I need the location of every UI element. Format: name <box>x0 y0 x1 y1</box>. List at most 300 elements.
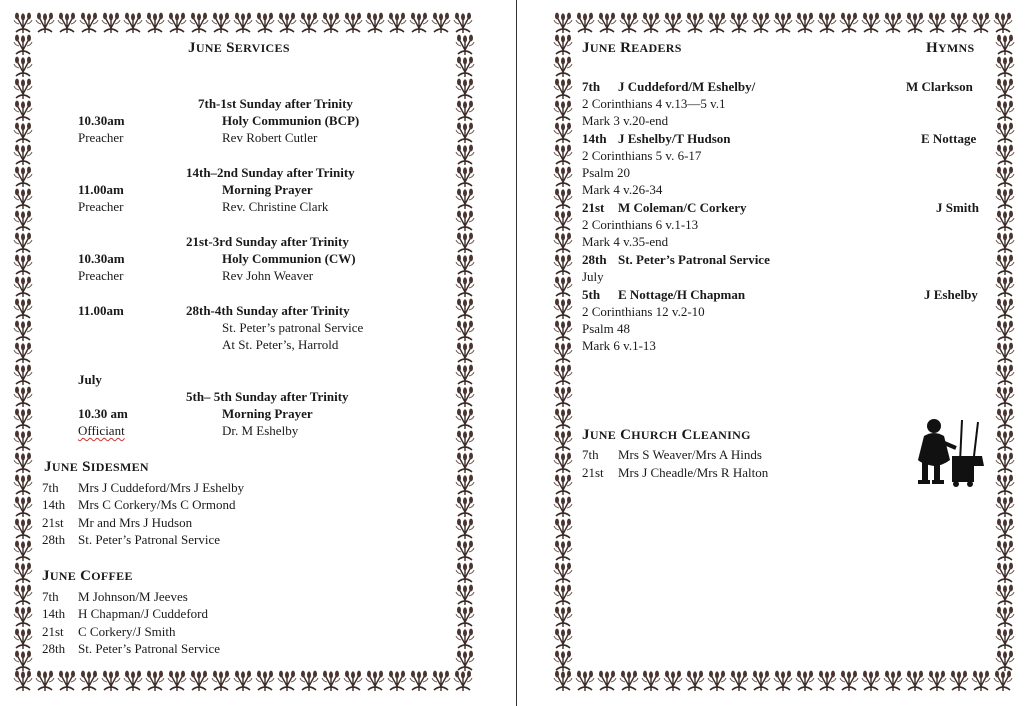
wheat-sheaf-icon <box>454 562 476 584</box>
wheat-sheaf-icon <box>34 670 56 692</box>
wheat-sheaf-icon <box>12 122 34 144</box>
wheat-sheaf-icon <box>342 670 364 692</box>
wheat-sheaf-icon <box>994 474 1016 496</box>
wheat-sheaf-icon <box>552 144 574 166</box>
wheat-sheaf-icon <box>552 474 574 496</box>
reading: 2 Corinthians 6 v.1-13 <box>582 217 699 232</box>
wheat-sheaf-icon <box>454 276 476 298</box>
service-person: Rev John Weaver <box>222 268 314 283</box>
row-names: H Chapman/J Cuddeford <box>78 606 208 621</box>
row-date: 14th <box>42 606 66 621</box>
wheat-sheaf-icon <box>12 408 34 430</box>
wheat-sheaf-icon <box>454 78 476 100</box>
wheat-sheaf-icon <box>454 606 476 628</box>
wheat-sheaf-icon <box>994 606 1016 628</box>
readers-heading: JUNE READERS <box>582 40 682 56</box>
wheat-sheaf-icon <box>994 430 1016 452</box>
wheat-sheaf-icon <box>552 606 574 628</box>
service-note: At St. Peter’s, Harrold <box>222 337 339 352</box>
row-date: 21st <box>42 624 64 639</box>
wheat-sheaf-icon <box>552 12 574 34</box>
wheat-sheaf-icon <box>12 320 34 342</box>
wheat-sheaf-icon <box>994 584 1016 606</box>
wheat-sheaf-icon <box>454 650 476 672</box>
row-names: Mrs J Cuddeford/Mrs J Eshelby <box>78 480 245 495</box>
wheat-sheaf-icon <box>772 670 794 692</box>
july-label: July <box>78 372 102 387</box>
list-item <box>42 623 176 640</box>
wheat-sheaf-icon <box>552 320 574 342</box>
wheat-sheaf-icon <box>992 670 1014 692</box>
wheat-sheaf-icon <box>994 496 1016 518</box>
wheat-sheaf-icon <box>552 188 574 210</box>
row-names: M Johnson/M Jeeves <box>78 589 188 604</box>
list-item <box>42 531 220 548</box>
wheat-sheaf-icon <box>12 188 34 210</box>
wheat-sheaf-icon <box>970 670 992 692</box>
wheat-sheaf-icon <box>454 166 476 188</box>
row-date: 28th <box>42 641 66 656</box>
coffee-heading: JUNE COFFEE <box>42 568 133 584</box>
wheat-sheaf-icon <box>706 670 728 692</box>
wheat-sheaf-icon <box>210 670 232 692</box>
row-names: Mrs S Weaver/Mrs A Hinds <box>618 447 762 462</box>
wheat-sheaf-icon <box>276 12 298 34</box>
wheat-sheaf-icon <box>12 496 34 518</box>
service-date-line: 14th–2nd Sunday after Trinity <box>186 165 355 180</box>
wheat-sheaf-icon <box>12 144 34 166</box>
wheat-sheaf-icon <box>552 584 574 606</box>
reader-date: 7th <box>582 79 601 94</box>
reading: Psalm 48 <box>582 321 631 336</box>
wheat-sheaf-icon <box>454 34 476 56</box>
wheat-sheaf-icon <box>454 56 476 78</box>
service-time: 11.00am <box>78 303 124 318</box>
service-time: 10.30 am <box>78 406 128 421</box>
wheat-sheaf-icon <box>728 670 750 692</box>
wheat-sheaf-icon <box>994 386 1016 408</box>
wheat-sheaf-icon <box>454 320 476 342</box>
wheat-sheaf-icon <box>684 670 706 692</box>
wheat-sheaf-icon <box>904 12 926 34</box>
wheat-sheaf-icon <box>552 562 574 584</box>
row-date: 7th <box>42 480 59 495</box>
row-names: St. Peter’s Patronal Service <box>78 641 221 656</box>
wheat-sheaf-icon <box>12 342 34 364</box>
row-date: 21st <box>42 515 64 530</box>
list-item <box>42 605 208 622</box>
wheat-sheaf-icon <box>994 100 1016 122</box>
service-time: 10.30am <box>78 251 125 266</box>
wheat-sheaf-icon <box>552 342 574 364</box>
wheat-sheaf-icon <box>994 210 1016 232</box>
wheat-sheaf-icon <box>298 12 320 34</box>
wheat-sheaf-icon <box>364 670 386 692</box>
wheat-sheaf-icon <box>12 276 34 298</box>
wheat-sheaf-icon <box>552 518 574 540</box>
wheat-sheaf-icon <box>454 364 476 386</box>
reading: 2 Corinthians 4 v.13—5 v.1 <box>582 96 726 111</box>
wheat-sheaf-icon <box>838 670 860 692</box>
wheat-sheaf-icon <box>320 670 342 692</box>
wheat-sheaf-icon <box>12 364 34 386</box>
wheat-sheaf-icon <box>408 670 430 692</box>
wheat-sheaf-icon <box>454 518 476 540</box>
service-type: Morning Prayer <box>222 406 313 421</box>
service-date-line: 7th-1st Sunday after Trinity <box>198 96 353 111</box>
wheat-sheaf-icon <box>994 144 1016 166</box>
wheat-sheaf-icon <box>254 12 276 34</box>
right-border-right <box>994 34 1016 672</box>
reading: 2 Corinthians 5 v. 6-17 <box>582 148 702 163</box>
list-item <box>42 496 235 513</box>
wheat-sheaf-icon <box>100 12 122 34</box>
reading: Mark 6 v.1-13 <box>582 338 656 353</box>
wheat-sheaf-icon <box>860 12 882 34</box>
list-item <box>42 479 244 496</box>
service-date-line: 28th-4th Sunday after Trinity <box>186 303 350 318</box>
wheat-sheaf-icon <box>970 12 992 34</box>
wheat-sheaf-icon <box>948 670 970 692</box>
wheat-sheaf-icon <box>552 670 574 692</box>
wheat-sheaf-icon <box>408 12 430 34</box>
wheat-sheaf-icon <box>386 670 408 692</box>
service-note: St. Peter’s patronal Service <box>222 320 364 335</box>
wheat-sheaf-icon <box>12 518 34 540</box>
service-role: Preacher <box>78 130 124 145</box>
reader-entry <box>582 286 745 303</box>
wheat-sheaf-icon <box>948 12 970 34</box>
wheat-sheaf-icon <box>454 232 476 254</box>
wheat-sheaf-icon <box>994 562 1016 584</box>
service-date-line: 5th– 5th Sunday after Trinity <box>186 389 349 404</box>
hymns-person: J Eshelby <box>924 287 978 302</box>
right-border-top <box>552 12 1014 34</box>
service-type: Holy Communion (BCP) <box>222 113 360 128</box>
wheat-sheaf-icon <box>454 584 476 606</box>
hymns-person: J Smith <box>936 200 979 215</box>
hymns-person: M Clarkson <box>906 79 973 94</box>
reading: 2 Corinthians 12 v.2-10 <box>582 304 705 319</box>
list-item <box>42 640 220 657</box>
wheat-sheaf-icon <box>904 670 926 692</box>
wheat-sheaf-icon <box>552 100 574 122</box>
hymns-heading: HYMNS <box>926 40 975 56</box>
wheat-sheaf-icon <box>454 254 476 276</box>
wheat-sheaf-icon <box>12 386 34 408</box>
wheat-sheaf-icon <box>454 122 476 144</box>
wheat-sheaf-icon <box>454 188 476 210</box>
left-border-top <box>12 12 474 34</box>
wheat-sheaf-icon <box>552 408 574 430</box>
wheat-sheaf-icon <box>552 628 574 650</box>
wheat-sheaf-icon <box>12 670 34 692</box>
reader-names: E Nottage/H Chapman <box>618 287 746 302</box>
service-person: Rev. Christine Clark <box>222 199 329 214</box>
reading: Mark 4 v.26-34 <box>582 182 663 197</box>
reading: July <box>582 269 604 284</box>
left-border-left <box>12 34 34 672</box>
wheat-sheaf-icon <box>596 670 618 692</box>
wheat-sheaf-icon <box>838 12 860 34</box>
wheat-sheaf-icon <box>188 12 210 34</box>
wheat-sheaf-icon <box>552 122 574 144</box>
wheat-sheaf-icon <box>552 56 574 78</box>
wheat-sheaf-icon <box>454 210 476 232</box>
wheat-sheaf-icon <box>552 540 574 562</box>
wheat-sheaf-icon <box>454 474 476 496</box>
wheat-sheaf-icon <box>552 298 574 320</box>
row-date: 14th <box>42 497 66 512</box>
wheat-sheaf-icon <box>552 430 574 452</box>
wheat-sheaf-icon <box>452 670 474 692</box>
reader-names: M Coleman/C Corkery <box>618 200 747 215</box>
wheat-sheaf-icon <box>454 298 476 320</box>
hymns-person: E Nottage <box>921 131 977 146</box>
wheat-sheaf-icon <box>552 254 574 276</box>
wheat-sheaf-icon <box>794 670 816 692</box>
service-time: 10.30am <box>78 113 125 128</box>
wheat-sheaf-icon <box>750 670 772 692</box>
wheat-sheaf-icon <box>994 540 1016 562</box>
wheat-sheaf-icon <box>552 452 574 474</box>
wheat-sheaf-icon <box>994 34 1016 56</box>
wheat-sheaf-icon <box>728 12 750 34</box>
wheat-sheaf-icon <box>320 12 342 34</box>
wheat-sheaf-icon <box>430 670 452 692</box>
wheat-sheaf-icon <box>684 12 706 34</box>
wheat-sheaf-icon <box>12 166 34 188</box>
wheat-sheaf-icon <box>750 12 772 34</box>
row-date: 7th <box>42 589 59 604</box>
wheat-sheaf-icon <box>882 670 904 692</box>
service-date-line: 21st-3rd Sunday after Trinity <box>186 234 349 249</box>
wheat-sheaf-icon <box>12 452 34 474</box>
wheat-sheaf-icon <box>232 12 254 34</box>
wheat-sheaf-icon <box>994 650 1016 672</box>
list-item <box>42 588 188 605</box>
wheat-sheaf-icon <box>144 12 166 34</box>
wheat-sheaf-icon <box>552 364 574 386</box>
reader-date: 14th <box>582 131 607 146</box>
service-type: Holy Communion (CW) <box>222 251 356 266</box>
wheat-sheaf-icon <box>454 386 476 408</box>
wheat-sheaf-icon <box>56 670 78 692</box>
service-time: 11.00am <box>78 182 124 197</box>
wheat-sheaf-icon <box>618 670 640 692</box>
wheat-sheaf-icon <box>78 670 100 692</box>
wheat-sheaf-icon <box>100 670 122 692</box>
wheat-sheaf-icon <box>166 670 188 692</box>
wheat-sheaf-icon <box>56 12 78 34</box>
row-date: 21st <box>582 465 604 480</box>
row-names: Mrs C Corkery/Ms C Ormond <box>78 497 236 512</box>
reader-names: J Eshelby/T Hudson <box>618 131 731 146</box>
service-role: Preacher <box>78 268 124 283</box>
reader-names: St. Peter’s Patronal Service <box>618 252 770 267</box>
right-border-bottom <box>552 670 1014 692</box>
wheat-sheaf-icon <box>860 670 882 692</box>
reader-date: 21st <box>582 200 605 215</box>
wheat-sheaf-icon <box>12 606 34 628</box>
reader-date: 28th <box>582 252 607 267</box>
wheat-sheaf-icon <box>994 188 1016 210</box>
wheat-sheaf-icon <box>926 12 948 34</box>
wheat-sheaf-icon <box>276 670 298 692</box>
list-item <box>582 446 762 463</box>
wheat-sheaf-icon <box>994 342 1016 364</box>
wheat-sheaf-icon <box>992 12 1014 34</box>
wheat-sheaf-icon <box>816 670 838 692</box>
service-type: Morning Prayer <box>222 182 313 197</box>
reader-date: 5th <box>582 287 601 302</box>
wheat-sheaf-icon <box>994 254 1016 276</box>
wheat-sheaf-icon <box>552 496 574 518</box>
wheat-sheaf-icon <box>662 12 684 34</box>
wheat-sheaf-icon <box>430 12 452 34</box>
wheat-sheaf-icon <box>12 562 34 584</box>
wheat-sheaf-icon <box>994 78 1016 100</box>
wheat-sheaf-icon <box>994 122 1016 144</box>
wheat-sheaf-icon <box>552 166 574 188</box>
left-border-bottom <box>12 670 474 692</box>
wheat-sheaf-icon <box>772 12 794 34</box>
service-role: Officiant <box>78 423 125 438</box>
wheat-sheaf-icon <box>994 364 1016 386</box>
wheat-sheaf-icon <box>12 78 34 100</box>
wheat-sheaf-icon <box>454 408 476 430</box>
wheat-sheaf-icon <box>454 144 476 166</box>
wheat-sheaf-icon <box>994 166 1016 188</box>
wheat-sheaf-icon <box>122 12 144 34</box>
wheat-sheaf-icon <box>254 670 276 692</box>
wheat-sheaf-icon <box>618 12 640 34</box>
wheat-sheaf-icon <box>994 298 1016 320</box>
left-border-right <box>454 34 476 672</box>
wheat-sheaf-icon <box>188 670 210 692</box>
wheat-sheaf-icon <box>12 430 34 452</box>
wheat-sheaf-icon <box>552 650 574 672</box>
wheat-sheaf-icon <box>12 34 34 56</box>
reading: Mark 3 v.20-end <box>582 113 669 128</box>
wheat-sheaf-icon <box>454 100 476 122</box>
wheat-sheaf-icon <box>454 628 476 650</box>
wheat-sheaf-icon <box>166 12 188 34</box>
wheat-sheaf-icon <box>794 12 816 34</box>
reader-names: J Cuddeford/M Eshelby/ <box>618 79 756 94</box>
reader-entry <box>582 130 730 147</box>
wheat-sheaf-icon <box>926 670 948 692</box>
wheat-sheaf-icon <box>662 670 684 692</box>
wheat-sheaf-icon <box>144 670 166 692</box>
reading: Mark 4 v.35-end <box>582 234 669 249</box>
wheat-sheaf-icon <box>12 232 34 254</box>
wheat-sheaf-icon <box>994 232 1016 254</box>
wheat-sheaf-icon <box>386 12 408 34</box>
wheat-sheaf-icon <box>994 452 1016 474</box>
reader-entry <box>582 78 755 95</box>
wheat-sheaf-icon <box>994 320 1016 342</box>
row-names: Mrs J Cheadle/Mrs R Halton <box>618 465 769 480</box>
sidesmen-heading: JUNE SIDESMEN <box>44 459 149 475</box>
wheat-sheaf-icon <box>12 474 34 496</box>
list-item <box>582 464 768 481</box>
wheat-sheaf-icon <box>364 12 386 34</box>
wheat-sheaf-icon <box>574 12 596 34</box>
list-item <box>42 514 192 531</box>
wheat-sheaf-icon <box>994 56 1016 78</box>
row-date: 28th <box>42 532 66 547</box>
services-heading: JUNE SERVICES <box>188 40 290 56</box>
wheat-sheaf-icon <box>12 254 34 276</box>
wheat-sheaf-icon <box>552 386 574 408</box>
wheat-sheaf-icon <box>994 408 1016 430</box>
service-person: Rev Robert Cutler <box>222 130 318 145</box>
wheat-sheaf-icon <box>552 232 574 254</box>
wheat-sheaf-icon <box>994 628 1016 650</box>
service-person: Dr. M Eshelby <box>222 423 299 438</box>
right-border-left <box>552 34 574 672</box>
wheat-sheaf-icon <box>552 210 574 232</box>
row-names: Mr and Mrs J Hudson <box>78 515 193 530</box>
wheat-sheaf-icon <box>12 56 34 78</box>
wheat-sheaf-icon <box>12 100 34 122</box>
wheat-sheaf-icon <box>122 670 144 692</box>
wheat-sheaf-icon <box>552 276 574 298</box>
cleaning-heading: JUNE CHURCH CLEANING <box>582 427 751 443</box>
wheat-sheaf-icon <box>454 540 476 562</box>
wheat-sheaf-icon <box>12 650 34 672</box>
wheat-sheaf-icon <box>596 12 618 34</box>
wheat-sheaf-icon <box>12 12 34 34</box>
reader-entry <box>582 199 747 216</box>
row-names: St. Peter’s Patronal Service <box>78 532 221 547</box>
reading: Psalm 20 <box>582 165 631 180</box>
page-divider <box>516 0 517 706</box>
wheat-sheaf-icon <box>454 496 476 518</box>
wheat-sheaf-icon <box>454 342 476 364</box>
wheat-sheaf-icon <box>210 12 232 34</box>
wheat-sheaf-icon <box>882 12 904 34</box>
wheat-sheaf-icon <box>640 12 662 34</box>
row-names: C Corkery/J Smith <box>78 624 176 639</box>
wheat-sheaf-icon <box>78 12 100 34</box>
wheat-sheaf-icon <box>12 210 34 232</box>
wheat-sheaf-icon <box>994 518 1016 540</box>
reader-entry <box>582 251 770 268</box>
wheat-sheaf-icon <box>12 628 34 650</box>
wheat-sheaf-icon <box>552 78 574 100</box>
cleaner-with-mop-icon <box>912 416 990 488</box>
wheat-sheaf-icon <box>452 12 474 34</box>
wheat-sheaf-icon <box>12 540 34 562</box>
wheat-sheaf-icon <box>640 670 662 692</box>
service-role: Preacher <box>78 199 124 214</box>
wheat-sheaf-icon <box>232 670 254 692</box>
wheat-sheaf-icon <box>816 12 838 34</box>
wheat-sheaf-icon <box>454 452 476 474</box>
wheat-sheaf-icon <box>706 12 728 34</box>
wheat-sheaf-icon <box>342 12 364 34</box>
wheat-sheaf-icon <box>12 584 34 606</box>
wheat-sheaf-icon <box>454 430 476 452</box>
row-date: 7th <box>582 447 599 462</box>
wheat-sheaf-icon <box>574 670 596 692</box>
wheat-sheaf-icon <box>994 276 1016 298</box>
wheat-sheaf-icon <box>34 12 56 34</box>
wheat-sheaf-icon <box>298 670 320 692</box>
wheat-sheaf-icon <box>12 298 34 320</box>
